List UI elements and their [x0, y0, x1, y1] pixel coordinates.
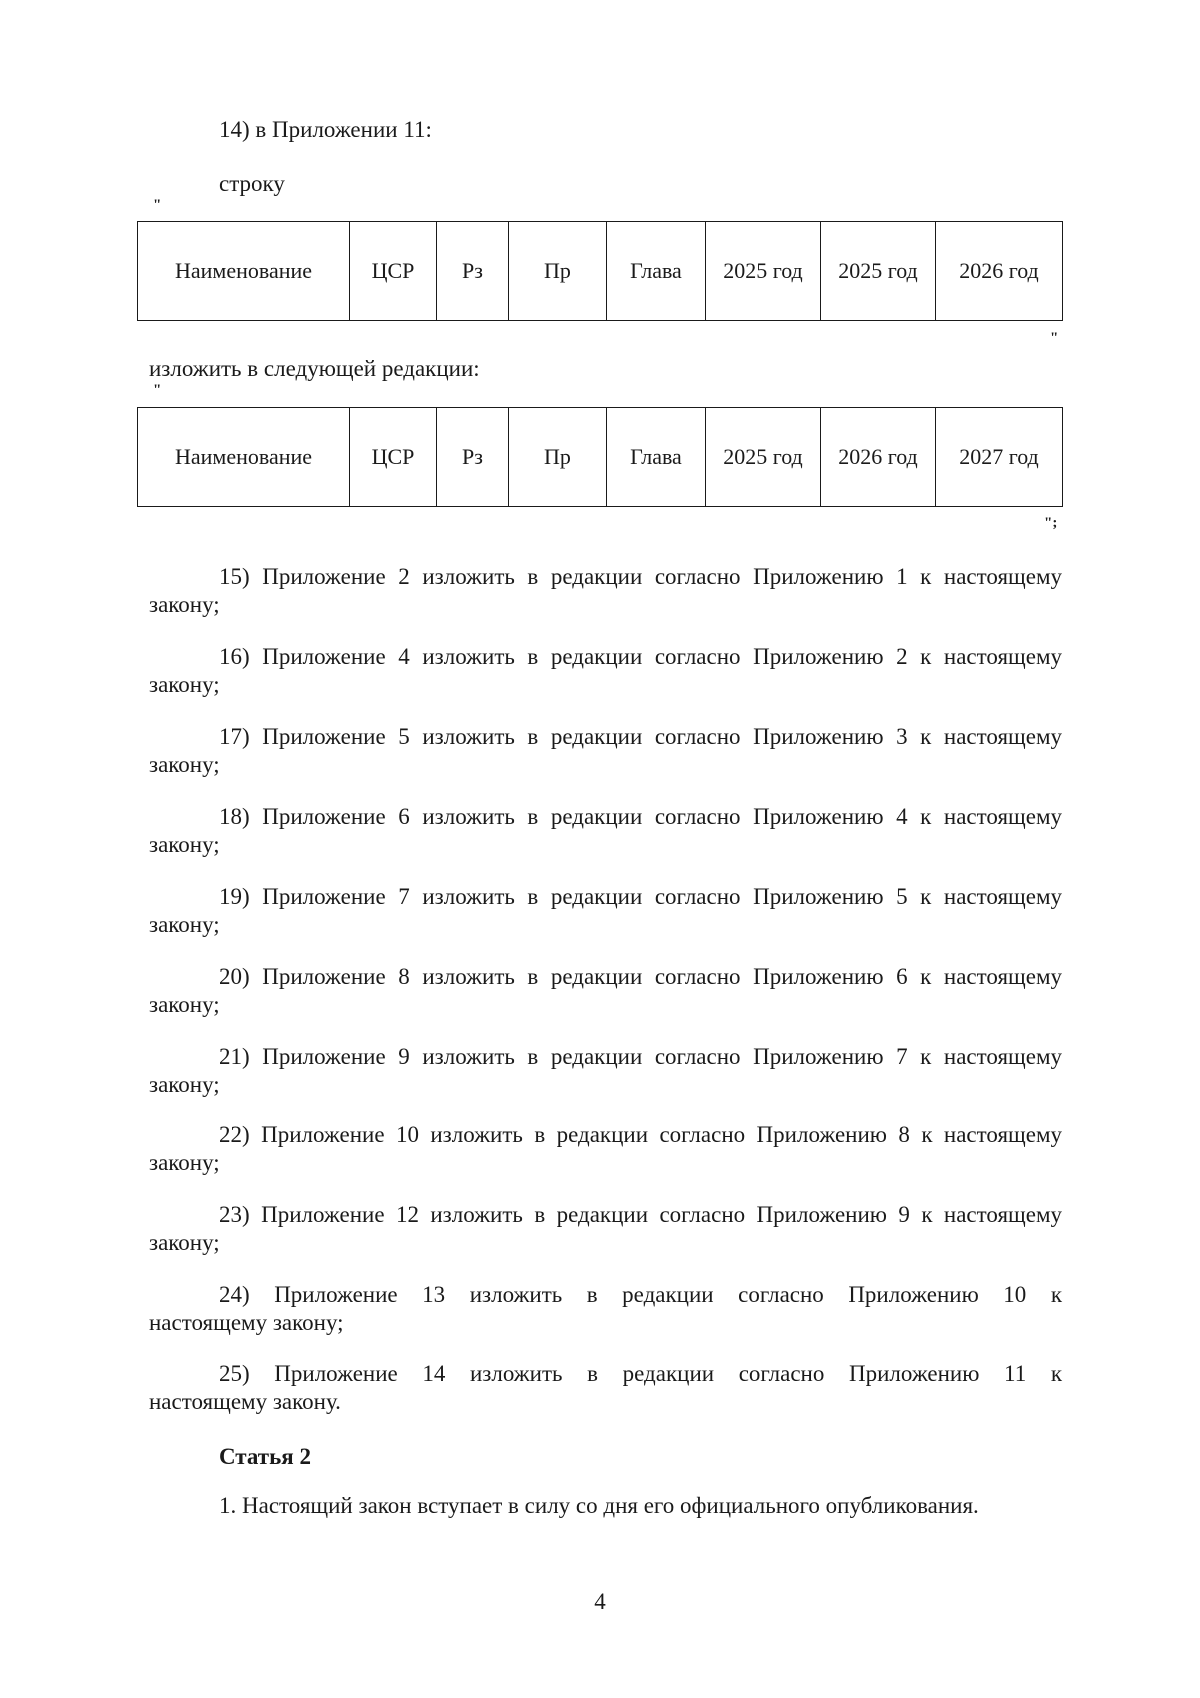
list-item-first-line: 15) Приложение 2 изложить в редакции согласно Приложению 1 к настоящему: [219, 564, 1062, 589]
cell-csr: ЦСР: [350, 222, 437, 321]
article-clause-1: 1. Настоящий закон вступает в силу со дня его официального опубликования.: [219, 1493, 979, 1518]
list-item-first-line: 16) Приложение 4 изложить в редакции согласно Приложению 2 к настоящему: [219, 644, 1062, 669]
cell-rz: Рз: [437, 408, 509, 507]
list-item-second-line: настоящему закону.: [149, 1389, 341, 1414]
cell-pr: Пр: [509, 222, 607, 321]
list-item-first-line: 20) Приложение 8 изложить в редакции согласно Приложению 6 к настоящему: [219, 964, 1062, 989]
cell-glava: Глава: [607, 222, 706, 321]
list-item-first-line: 18) Приложение 6 изложить в редакции согласно Приложению 4 к настоящему: [219, 804, 1062, 829]
table-new-row: [137, 407, 1063, 507]
list-item-first-line: 25) Приложение 14 изложить в редакции согласно Приложению 11 к: [219, 1361, 1062, 1386]
list-item-second-line: закону;: [149, 672, 220, 697]
close-quote: ": [1050, 330, 1059, 346]
list-item-second-line: закону;: [149, 592, 220, 617]
close-quote-2: ";: [1044, 515, 1058, 531]
table-old-row: [137, 221, 1063, 321]
list-item-second-line: закону;: [149, 992, 220, 1017]
replace-instruction: изложить в следующей редакции:: [149, 356, 480, 381]
table-row: [138, 222, 1063, 321]
list-item: [149, 803, 1062, 859]
list-item-first-line: 23) Приложение 12 изложить в редакции согласно Приложению 9 к настоящему: [219, 1202, 1062, 1227]
list-item: [149, 723, 1062, 779]
cell-csr: ЦСР: [350, 408, 437, 507]
page-number: 4: [594, 1589, 606, 1614]
list-item-first-line: 22) Приложение 10 изложить в редакции согласно Приложению 8 к настоящему: [219, 1122, 1062, 1147]
list-item-first-line: 24) Приложение 13 изложить в редакции согласно Приложению 10 к: [219, 1282, 1062, 1307]
list-item: [149, 643, 1062, 699]
item-14-heading: 14) в Приложении 11:: [219, 117, 432, 142]
cell-name: Наименование: [138, 408, 350, 507]
list-item-first-line: 17) Приложение 5 изложить в редакции согласно Приложению 3 к настоящему: [219, 724, 1062, 749]
open-quote-2: ": [153, 382, 162, 398]
list-item: [149, 883, 1062, 939]
cell-year-2: 2025 год: [821, 222, 936, 321]
cell-pr: Пр: [509, 408, 607, 507]
article-title: Статья 2: [219, 1444, 311, 1469]
cell-year-1: 2025 год: [706, 222, 821, 321]
list-item-second-line: закону;: [149, 832, 220, 857]
item-14-line-label: строку: [219, 171, 285, 196]
list-item: [149, 1043, 1062, 1099]
list-item-second-line: закону;: [149, 1150, 220, 1175]
list-item-second-line: закону;: [149, 912, 220, 937]
list-item-second-line: закону;: [149, 752, 220, 777]
list-item: [149, 1201, 1062, 1257]
cell-name: Наименование: [138, 222, 350, 321]
cell-year-1: 2025 год: [706, 408, 821, 507]
cell-year-3: 2027 год: [936, 408, 1063, 507]
open-quote: ": [153, 197, 162, 213]
table-row: [138, 408, 1063, 507]
cell-year-2: 2026 год: [821, 408, 936, 507]
list-item-second-line: закону;: [149, 1072, 220, 1097]
list-item: [149, 963, 1062, 1019]
cell-glava: Глава: [607, 408, 706, 507]
list-item: [149, 1360, 1062, 1416]
list-item-first-line: 21) Приложение 9 изложить в редакции согласно Приложению 7 к настоящему: [219, 1044, 1062, 1069]
list-item: [149, 1121, 1062, 1177]
list-item: [149, 563, 1062, 619]
list-item: [149, 1281, 1062, 1337]
cell-year-3: 2026 год: [936, 222, 1063, 321]
list-item-second-line: настоящему закону;: [149, 1310, 344, 1335]
list-item-second-line: закону;: [149, 1230, 220, 1255]
list-item-first-line: 19) Приложение 7 изложить в редакции согласно Приложению 5 к настоящему: [219, 884, 1062, 909]
cell-rz: Рз: [437, 222, 509, 321]
